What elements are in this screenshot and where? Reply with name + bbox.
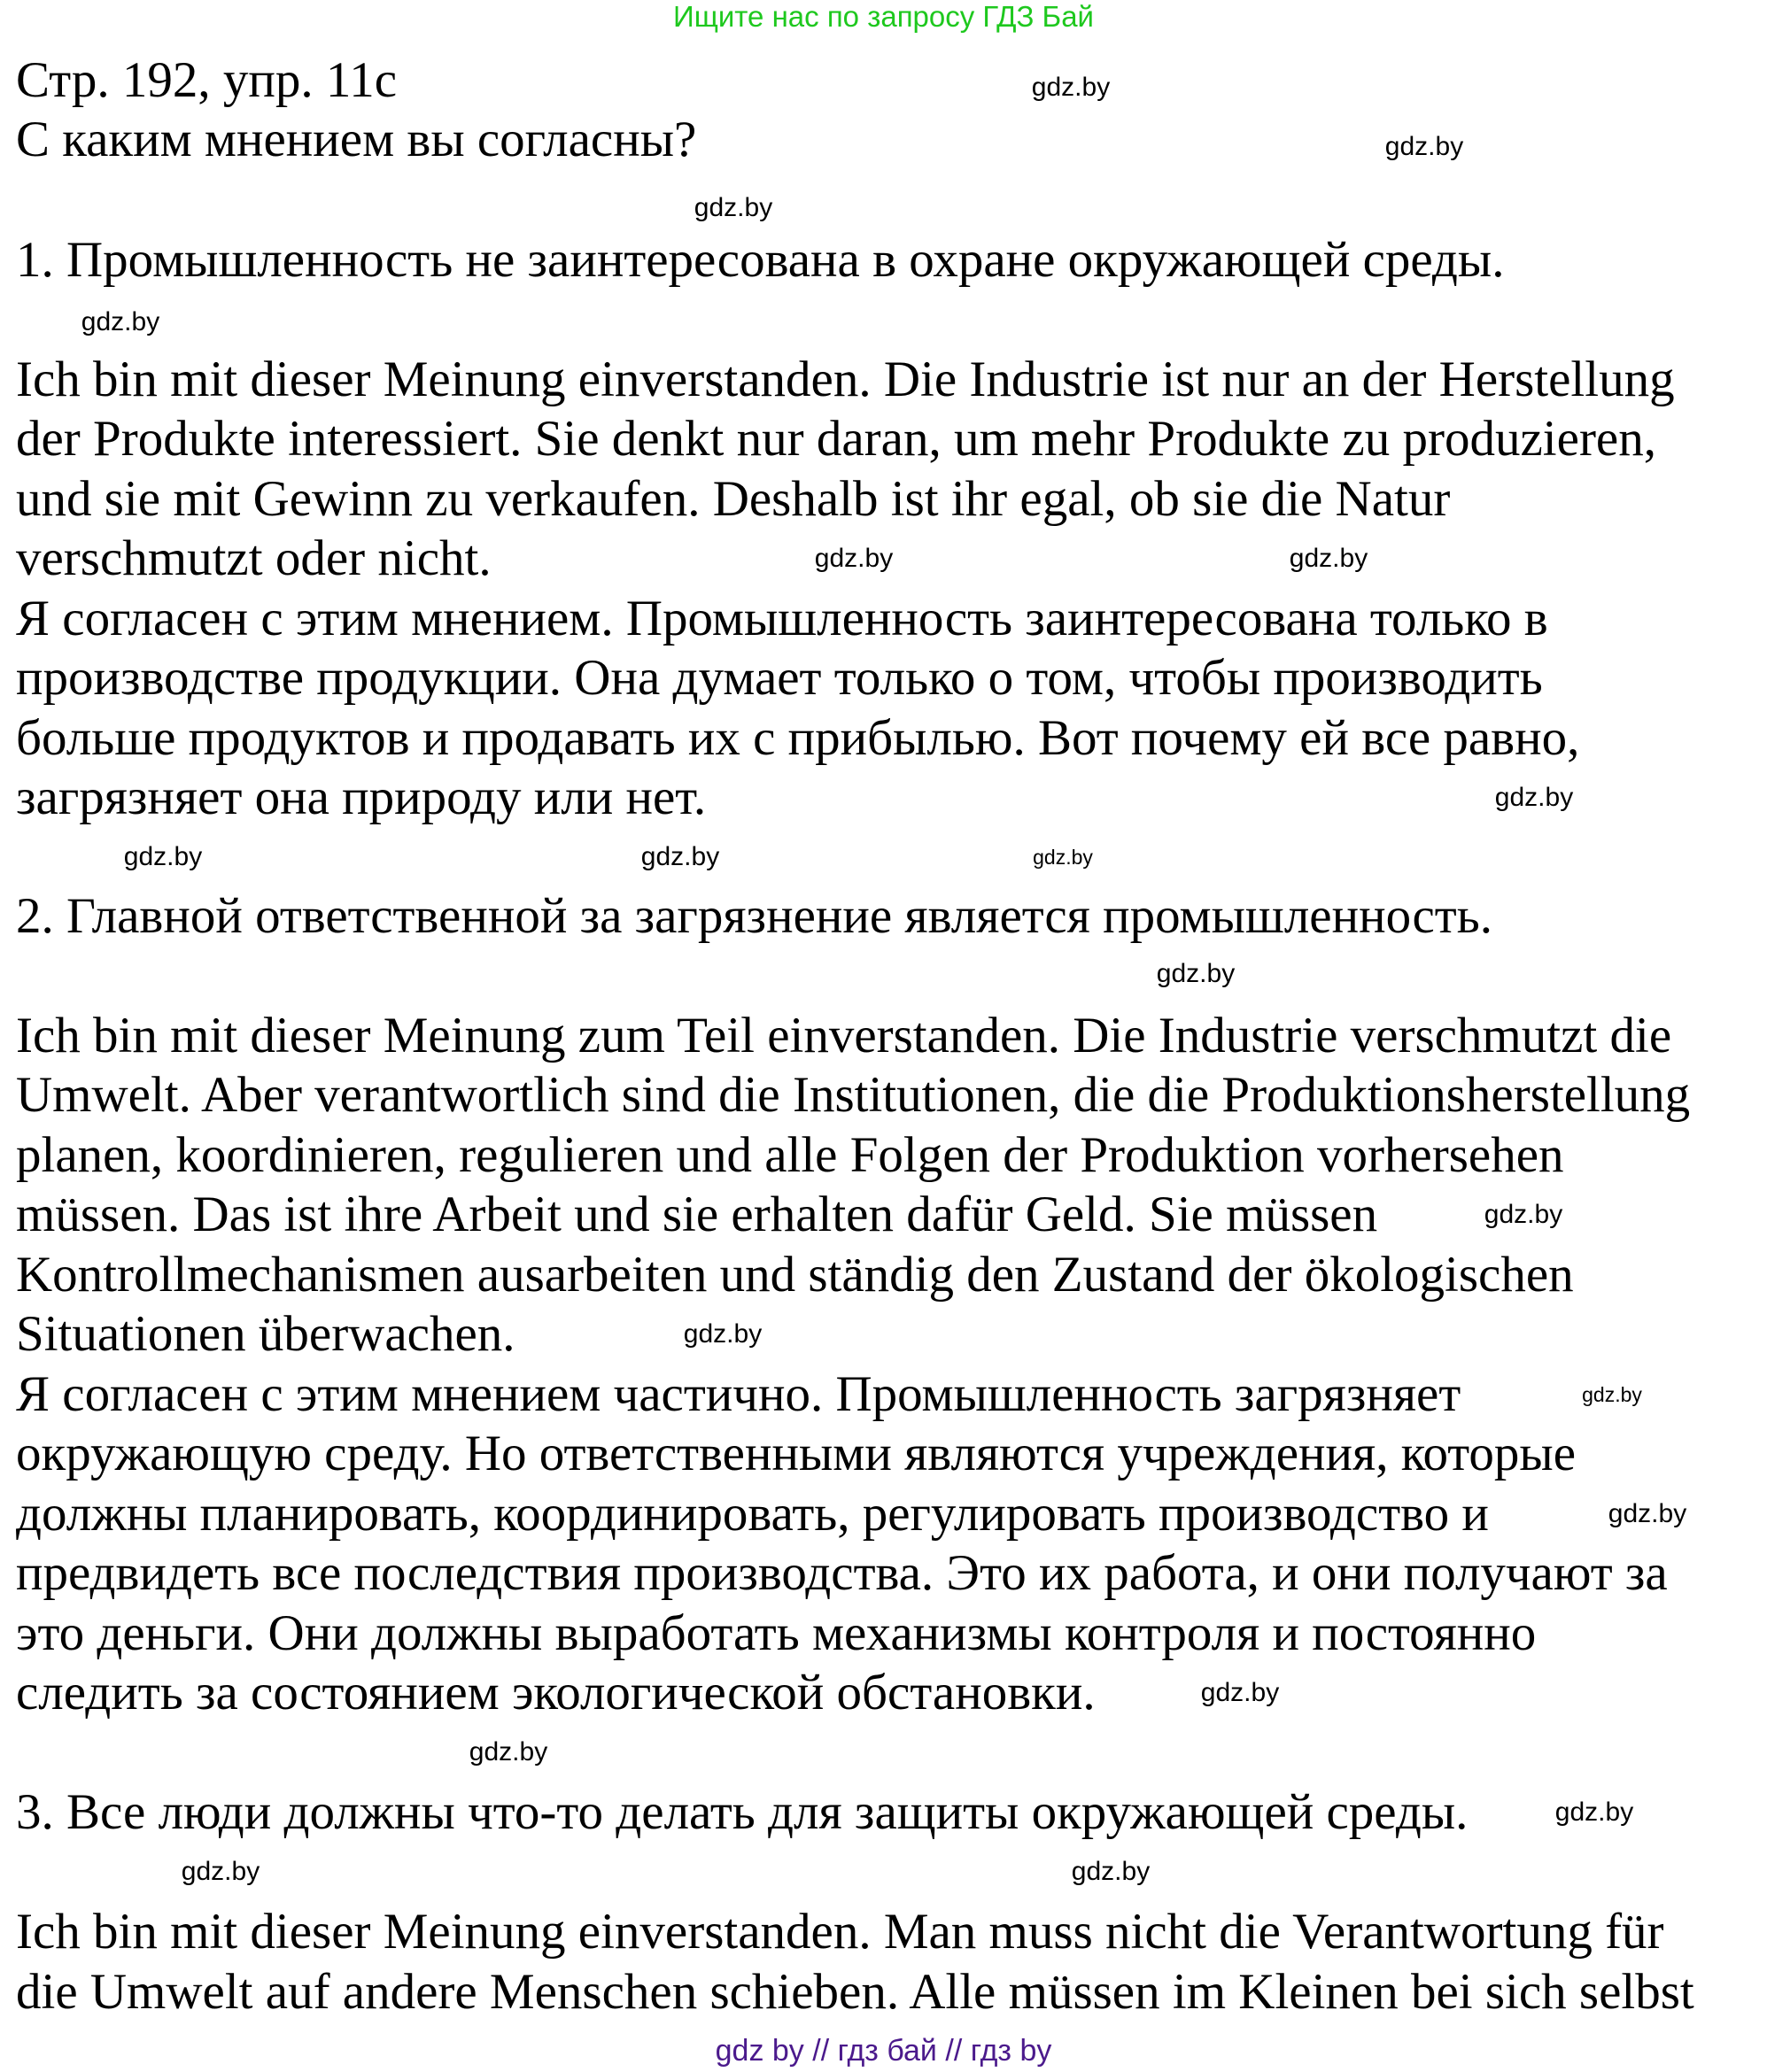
german-line: müssen. Das ist ihre Arbeit und sie erhalten dafür Geld. Sie müssen xyxy=(16,1187,1378,1242)
search-banner: Ищите нас по запросу ГДЗ Бай xyxy=(673,0,1094,33)
russian-line: Я согласен с этим мнением. Промышленность заинтересована только в xyxy=(16,591,1548,646)
russian-line: это деньги. Они должны выработать механизмы контроля и постоянно xyxy=(16,1605,1537,1661)
german-line: Ich bin mit dieser Meinung einverstanden. Man muss nicht die Verantwortung für xyxy=(16,1904,1664,1960)
watermark: gdz.by xyxy=(469,1737,548,1767)
section-3-heading: 3. Все люди должны что-то делать для защиты окружающей среды. xyxy=(16,1784,1469,1840)
watermark: gdz.by xyxy=(1494,783,1574,812)
german-line: die Umwelt auf andere Menschen schieben. Alle müssen im Kleinen bei sich selbst xyxy=(16,1964,1694,2020)
german-line: planen, koordinieren, regulieren und alle Folgen der Produktion vorhersehen xyxy=(16,1127,1564,1183)
watermark: gdz.by xyxy=(1582,1383,1642,1406)
watermark: gdz.by xyxy=(1200,1678,1280,1707)
watermark: gdz.by xyxy=(1071,1857,1151,1886)
footer-links: gdz by // гдз бай // гдз by xyxy=(715,2034,1052,2068)
german-line: verschmutzt oder nicht. xyxy=(16,530,492,586)
watermark: gdz.by xyxy=(1484,1200,1563,1229)
russian-line: загрязняет она природу или нет. xyxy=(16,769,707,825)
watermark: gdz.by xyxy=(814,544,894,573)
watermark: gdz.by xyxy=(1031,73,1111,102)
watermark: gdz.by xyxy=(81,307,160,336)
german-line: der Produkte interessiert. Sie denkt nur daran, um mehr Produkte zu produzieren, xyxy=(16,411,1656,467)
page-title: Стр. 192, упр. 11с xyxy=(16,52,398,108)
russian-line: Я согласен с этим мнением частично. Промышленность загрязняет xyxy=(16,1366,1461,1422)
russian-line: производстве продукции. Она думает только о том, чтобы производить xyxy=(16,650,1543,706)
watermark: gdz.by xyxy=(1289,544,1368,573)
russian-line: предвидеть все последствия производства. Это их работа, и они получают за xyxy=(16,1545,1668,1601)
german-line: und sie mit Gewinn zu verkaufen. Deshalb ist ihr egal, ob sie die Natur xyxy=(16,471,1451,527)
watermark: gdz.by xyxy=(123,842,203,871)
german-line: Ich bin mit dieser Meinung zum Teil einverstanden. Die Industrie verschmutzt die xyxy=(16,1008,1672,1063)
russian-line: больше продуктов и продавать их с прибылью. Вот почему ей все равно, xyxy=(16,710,1580,766)
question: С каким мнением вы согласны? xyxy=(16,112,697,167)
watermark: gdz.by xyxy=(1156,959,1236,988)
russian-line: следить за состоянием экологической обстановки. xyxy=(16,1665,1096,1720)
russian-line: должны планировать, координировать, регулировать производство и xyxy=(16,1486,1489,1542)
section-1-heading: 1. Промышленность не заинтересована в охране окружающей среды. xyxy=(16,232,1505,288)
watermark: gdz.by xyxy=(1554,1798,1634,1827)
watermark: gdz.by xyxy=(640,842,720,871)
watermark: gdz.by xyxy=(181,1857,260,1886)
german-line: Ich bin mit dieser Meinung einverstanden. Die Industrie ist nur an der Herstellung xyxy=(16,352,1675,407)
russian-line: окружающую среду. Но ответственными являются учреждения, которые xyxy=(16,1426,1577,1481)
watermark: gdz.by xyxy=(683,1319,763,1349)
german-line: Situationen überwachen. xyxy=(16,1306,515,1362)
watermark: gdz.by xyxy=(1608,1499,1687,1528)
watermark: gdz.by xyxy=(1033,846,1093,869)
section-2-heading: 2. Главной ответственной за загрязнение является промышленность. xyxy=(16,888,1492,944)
german-line: Umwelt. Aber verantwortlich sind die Institutionen, die die Produktionsherstellung xyxy=(16,1067,1691,1123)
german-line: Kontrollmechanismen ausarbeiten und ständig den Zustand der ökologischen xyxy=(16,1247,1574,1303)
watermark: gdz.by xyxy=(1384,132,1464,161)
watermark: gdz.by xyxy=(694,193,773,222)
